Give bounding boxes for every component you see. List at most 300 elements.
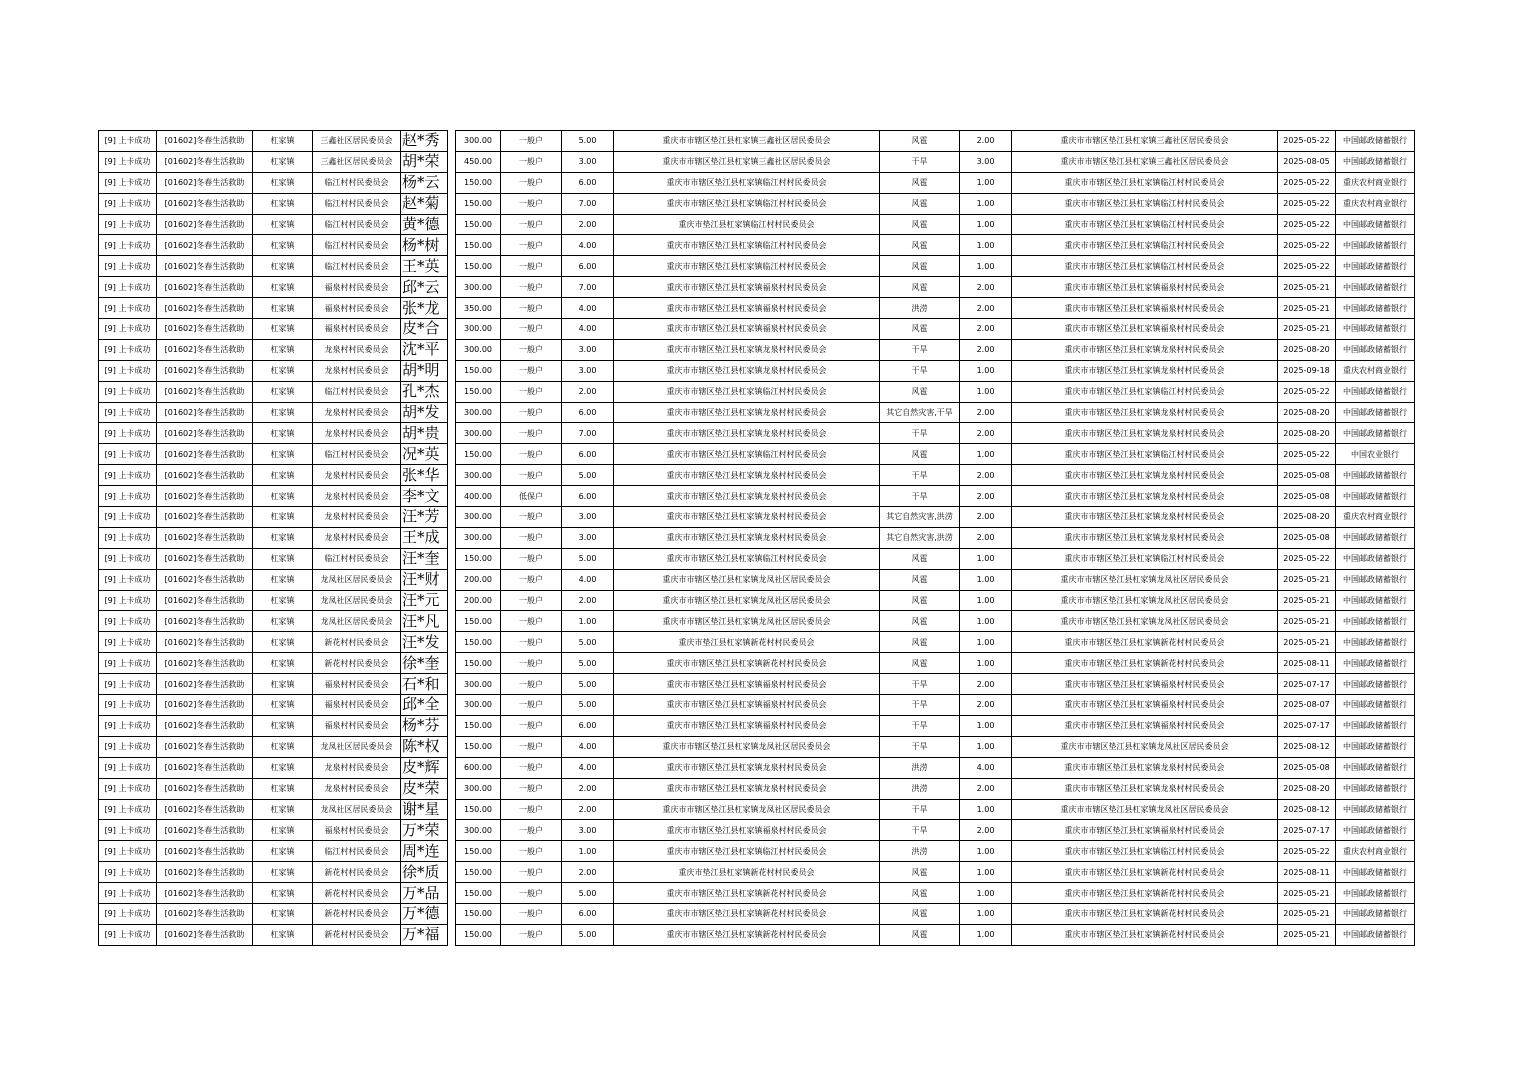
household-type-cell: 一般户 [501,924,562,945]
status-cell: [9] 上卡成功 [99,381,157,402]
status-cell: [9] 上卡成功 [99,736,157,757]
date-cell: 2025-05-22 [1278,256,1336,277]
name-cell: 胡*荣 [401,151,448,172]
amount-cell: 300.00 [456,778,501,799]
address-cell: 重庆市市辖区垫江县杠家镇新花村村民委员会 [614,903,880,924]
name-cell: 汪*奎 [401,548,448,569]
program-cell: [01602]冬春生活救助 [157,674,253,695]
committee-cell: 福泉村村民委员会 [313,319,401,340]
bank-cell: 中国邮政储蓄银行 [1336,256,1415,277]
household-type-cell: 一般户 [501,632,562,653]
registration-address-cell: 重庆市市辖区垫江县杠家镇临江村村民委员会 [1012,381,1278,402]
program-cell: [01602]冬春生活救助 [157,548,253,569]
table-row [99,841,1415,862]
household-type-cell: 一般户 [501,903,562,924]
date-cell: 2025-05-22 [1278,172,1336,193]
town-cell: 杠家镇 [253,319,313,340]
count-cell: 4.00 [562,757,614,778]
spacer-cell [448,527,456,548]
date-cell: 2025-05-22 [1278,131,1336,152]
household-type-cell: 一般户 [501,402,562,423]
town-cell: 杠家镇 [253,653,313,674]
bank-cell: 中国邮政储蓄银行 [1336,486,1415,507]
disaster-type-cell: 洪涝 [880,757,960,778]
committee-cell: 龙泉村村民委员会 [313,360,401,381]
date-cell: 2025-07-17 [1278,715,1336,736]
household-type-cell: 一般户 [501,339,562,360]
name-cell: 万*品 [401,883,448,904]
name-cell: 汪*财 [401,569,448,590]
date-cell: 2025-05-21 [1278,277,1336,298]
spacer-cell [448,903,456,924]
bank-cell: 中国邮政储蓄银行 [1336,298,1415,319]
disaster-type-cell: 风雹 [880,256,960,277]
status-cell: [9] 上卡成功 [99,883,157,904]
disaster-type-cell: 风雹 [880,569,960,590]
committee-cell: 龙泉村村民委员会 [313,486,401,507]
disaster-type-cell: 风雹 [880,590,960,611]
registration-address-cell: 重庆市市辖区垫江县杠家镇福泉村村民委员会 [1012,695,1278,716]
status-cell: [9] 上卡成功 [99,214,157,235]
committee-cell: 新花村村民委员会 [313,903,401,924]
registration-address-cell: 重庆市市辖区垫江县杠家镇龙泉村村民委员会 [1012,423,1278,444]
program-cell: [01602]冬春生活救助 [157,339,253,360]
town-cell: 杠家镇 [253,444,313,465]
committee-cell: 新花村村民委员会 [313,632,401,653]
household-type-cell: 一般户 [501,235,562,256]
name-cell: 万*荣 [401,820,448,841]
household-type-cell: 一般户 [501,131,562,152]
name-cell: 胡*贵 [401,423,448,444]
program-cell: [01602]冬春生活救助 [157,862,253,883]
bank-cell: 重庆农村商业银行 [1336,360,1415,381]
status-cell: [9] 上卡成功 [99,256,157,277]
disaster-type-cell: 其它自然灾害,干旱 [880,402,960,423]
program-cell: [01602]冬春生活救助 [157,298,253,319]
status-cell: [9] 上卡成功 [99,507,157,528]
town-cell: 杠家镇 [253,924,313,945]
amount-cell: 150.00 [456,193,501,214]
status-cell: [9] 上卡成功 [99,444,157,465]
date-cell: 2025-05-22 [1278,214,1336,235]
table-row [99,131,1415,152]
relief-records-table [98,130,1415,946]
committee-cell: 龙凤社区居民委员会 [313,799,401,820]
amount-cell: 150.00 [456,444,501,465]
months-cell: 1.00 [960,444,1012,465]
count-cell: 5.00 [562,548,614,569]
name-cell: 胡*明 [401,360,448,381]
table-row [99,172,1415,193]
address-cell: 重庆市市辖区垫江县杠家镇临江村村民委员会 [614,235,880,256]
household-type-cell: 一般户 [501,507,562,528]
name-cell: 胡*发 [401,402,448,423]
date-cell: 2025-05-08 [1278,757,1336,778]
program-cell: [01602]冬春生活救助 [157,402,253,423]
address-cell: 重庆市市辖区垫江县杠家镇龙凤社区居民委员会 [614,736,880,757]
disaster-type-cell: 风雹 [880,131,960,152]
table-row [99,799,1415,820]
disaster-type-cell: 洪涝 [880,778,960,799]
address-cell: 重庆市市辖区垫江县杠家镇龙泉村村民委员会 [614,507,880,528]
bank-cell: 中国邮政储蓄银行 [1336,381,1415,402]
date-cell: 2025-05-22 [1278,193,1336,214]
months-cell: 2.00 [960,319,1012,340]
registration-address-cell: 重庆市市辖区垫江县杠家镇龙泉村村民委员会 [1012,778,1278,799]
status-cell: [9] 上卡成功 [99,820,157,841]
household-type-cell: 一般户 [501,214,562,235]
disaster-type-cell: 干旱 [880,360,960,381]
disaster-type-cell: 其它自然灾害,洪涝 [880,507,960,528]
amount-cell: 150.00 [456,235,501,256]
name-cell: 徐*质 [401,862,448,883]
disaster-type-cell: 风雹 [880,924,960,945]
registration-address-cell: 重庆市市辖区垫江县杠家镇福泉村村民委员会 [1012,715,1278,736]
status-cell: [9] 上卡成功 [99,611,157,632]
town-cell: 杠家镇 [253,632,313,653]
status-cell: [9] 上卡成功 [99,235,157,256]
table-body [99,131,1415,946]
household-type-cell: 低保户 [501,486,562,507]
household-type-cell: 一般户 [501,548,562,569]
address-cell: 重庆市市辖区垫江县杠家镇临江村村民委员会 [614,172,880,193]
address-cell: 重庆市垫江县杠家镇新花村村民委员会 [614,632,880,653]
spacer-cell [448,820,456,841]
program-cell: [01602]冬春生活救助 [157,381,253,402]
address-cell: 重庆市市辖区垫江县杠家镇福泉村村民委员会 [614,298,880,319]
household-type-cell: 一般户 [501,799,562,820]
committee-cell: 龙泉村村民委员会 [313,339,401,360]
count-cell: 2.00 [562,778,614,799]
household-type-cell: 一般户 [501,841,562,862]
town-cell: 杠家镇 [253,298,313,319]
household-type-cell: 一般户 [501,611,562,632]
count-cell: 1.00 [562,611,614,632]
town-cell: 杠家镇 [253,695,313,716]
bank-cell: 中国邮政储蓄银行 [1336,277,1415,298]
program-cell: [01602]冬春生活救助 [157,151,253,172]
address-cell: 重庆市市辖区垫江县杠家镇龙泉村村民委员会 [614,757,880,778]
registration-address-cell: 重庆市市辖区垫江县杠家镇福泉村村民委员会 [1012,319,1278,340]
amount-cell: 300.00 [456,277,501,298]
town-cell: 杠家镇 [253,903,313,924]
registration-address-cell: 重庆市市辖区垫江县杠家镇龙凤社区居民委员会 [1012,611,1278,632]
town-cell: 杠家镇 [253,548,313,569]
spacer-cell [448,569,456,590]
months-cell: 2.00 [960,423,1012,444]
name-cell: 沈*平 [401,339,448,360]
registration-address-cell: 重庆市市辖区垫江县杠家镇临江村村民委员会 [1012,193,1278,214]
registration-address-cell: 重庆市市辖区垫江县杠家镇三鑫社区居民委员会 [1012,151,1278,172]
town-cell: 杠家镇 [253,277,313,298]
count-cell: 6.00 [562,172,614,193]
committee-cell: 新花村村民委员会 [313,924,401,945]
count-cell: 3.00 [562,507,614,528]
registration-address-cell: 重庆市市辖区垫江县杠家镇福泉村村民委员会 [1012,820,1278,841]
amount-cell: 150.00 [456,611,501,632]
address-cell: 重庆市市辖区垫江县杠家镇福泉村村民委员会 [614,277,880,298]
count-cell: 6.00 [562,444,614,465]
disaster-type-cell: 干旱 [880,486,960,507]
bank-cell: 中国邮政储蓄银行 [1336,465,1415,486]
bank-cell: 中国邮政储蓄银行 [1336,151,1415,172]
spacer-cell [448,214,456,235]
spacer-cell [448,319,456,340]
town-cell: 杠家镇 [253,569,313,590]
town-cell: 杠家镇 [253,507,313,528]
disaster-type-cell: 干旱 [880,715,960,736]
household-type-cell: 一般户 [501,277,562,298]
program-cell: [01602]冬春生活救助 [157,444,253,465]
date-cell: 2025-05-22 [1278,444,1336,465]
months-cell: 1.00 [960,193,1012,214]
months-cell: 2.00 [960,486,1012,507]
months-cell: 1.00 [960,862,1012,883]
disaster-type-cell: 风雹 [880,548,960,569]
committee-cell: 福泉村村民委员会 [313,695,401,716]
registration-address-cell: 重庆市市辖区垫江县杠家镇临江村村民委员会 [1012,172,1278,193]
count-cell: 3.00 [562,527,614,548]
months-cell: 1.00 [960,590,1012,611]
committee-cell: 龙泉村村民委员会 [313,507,401,528]
spacer-cell [448,590,456,611]
program-cell: [01602]冬春生活救助 [157,277,253,298]
disaster-type-cell: 风雹 [880,235,960,256]
town-cell: 杠家镇 [253,862,313,883]
registration-address-cell: 重庆市市辖区垫江县杠家镇临江村村民委员会 [1012,841,1278,862]
status-cell: [9] 上卡成功 [99,151,157,172]
household-type-cell: 一般户 [501,569,562,590]
count-cell: 4.00 [562,298,614,319]
status-cell: [9] 上卡成功 [99,715,157,736]
spacer-cell [448,757,456,778]
months-cell: 2.00 [960,527,1012,548]
committee-cell: 福泉村村民委员会 [313,715,401,736]
months-cell: 2.00 [960,465,1012,486]
town-cell: 杠家镇 [253,381,313,402]
bank-cell: 中国邮政储蓄银行 [1336,820,1415,841]
months-cell: 2.00 [960,277,1012,298]
address-cell: 重庆市市辖区垫江县杠家镇龙凤社区居民委员会 [614,611,880,632]
household-type-cell: 一般户 [501,360,562,381]
registration-address-cell: 重庆市市辖区垫江县杠家镇三鑫社区居民委员会 [1012,131,1278,152]
disaster-type-cell: 风雹 [880,611,960,632]
household-type-cell: 一般户 [501,862,562,883]
amount-cell: 150.00 [456,924,501,945]
count-cell: 7.00 [562,193,614,214]
spacer-cell [448,486,456,507]
spacer-cell [448,674,456,695]
committee-cell: 福泉村村民委员会 [313,298,401,319]
town-cell: 杠家镇 [253,820,313,841]
months-cell: 1.00 [960,903,1012,924]
program-cell: [01602]冬春生活救助 [157,256,253,277]
date-cell: 2025-08-20 [1278,423,1336,444]
bank-cell: 中国邮政储蓄银行 [1336,778,1415,799]
table-row [99,862,1415,883]
spacer-cell [448,653,456,674]
address-cell: 重庆市市辖区垫江县杠家镇龙泉村村民委员会 [614,778,880,799]
committee-cell: 临江村村民委员会 [313,172,401,193]
disaster-type-cell: 干旱 [880,799,960,820]
months-cell: 2.00 [960,674,1012,695]
name-cell: 况*英 [401,444,448,465]
amount-cell: 300.00 [456,820,501,841]
name-cell: 黄*德 [401,214,448,235]
amount-cell: 150.00 [456,381,501,402]
date-cell: 2025-07-17 [1278,674,1336,695]
address-cell: 重庆市市辖区垫江县杠家镇龙泉村村民委员会 [614,402,880,423]
town-cell: 杠家镇 [253,674,313,695]
amount-cell: 300.00 [456,423,501,444]
program-cell: [01602]冬春生活救助 [157,611,253,632]
committee-cell: 临江村村民委员会 [313,548,401,569]
table-row [99,778,1415,799]
committee-cell: 临江村村民委员会 [313,381,401,402]
table-row [99,569,1415,590]
name-cell: 皮*合 [401,319,448,340]
program-cell: [01602]冬春生活救助 [157,632,253,653]
program-cell: [01602]冬春生活救助 [157,799,253,820]
spacer-cell [448,193,456,214]
spacer-cell [448,339,456,360]
spacer-cell [448,841,456,862]
bank-cell: 中国邮政储蓄银行 [1336,339,1415,360]
program-cell: [01602]冬春生活救助 [157,214,253,235]
date-cell: 2025-08-11 [1278,653,1336,674]
program-cell: [01602]冬春生活救助 [157,653,253,674]
registration-address-cell: 重庆市市辖区垫江县杠家镇龙凤社区居民委员会 [1012,590,1278,611]
bank-cell: 中国邮政储蓄银行 [1336,611,1415,632]
address-cell: 重庆市市辖区垫江县杠家镇临江村村民委员会 [614,841,880,862]
program-cell: [01602]冬春生活救助 [157,423,253,444]
name-cell: 邱*云 [401,277,448,298]
status-cell: [9] 上卡成功 [99,548,157,569]
date-cell: 2025-05-22 [1278,841,1336,862]
name-cell: 周*连 [401,841,448,862]
amount-cell: 150.00 [456,862,501,883]
committee-cell: 龙凤社区居民委员会 [313,569,401,590]
bank-cell: 中国邮政储蓄银行 [1336,715,1415,736]
address-cell: 重庆市市辖区垫江县杠家镇龙泉村村民委员会 [614,527,880,548]
bank-cell: 中国邮政储蓄银行 [1336,548,1415,569]
household-type-cell: 一般户 [501,757,562,778]
name-cell: 张*龙 [401,298,448,319]
household-type-cell: 一般户 [501,193,562,214]
spacer-cell [448,507,456,528]
count-cell: 6.00 [562,715,614,736]
amount-cell: 150.00 [456,256,501,277]
name-cell: 谢*星 [401,799,448,820]
table-row [99,444,1415,465]
date-cell: 2025-05-21 [1278,632,1336,653]
table-row [99,590,1415,611]
status-cell: [9] 上卡成功 [99,924,157,945]
disaster-type-cell: 干旱 [880,695,960,716]
name-cell: 王*英 [401,256,448,277]
program-cell: [01602]冬春生活救助 [157,172,253,193]
address-cell: 重庆市市辖区垫江县杠家镇新花村村民委员会 [614,653,880,674]
committee-cell: 三鑫社区居民委员会 [313,151,401,172]
disaster-type-cell: 风雹 [880,214,960,235]
name-cell: 石*和 [401,674,448,695]
committee-cell: 三鑫社区居民委员会 [313,131,401,152]
household-type-cell: 一般户 [501,695,562,716]
months-cell: 1.00 [960,883,1012,904]
count-cell: 3.00 [562,360,614,381]
registration-address-cell: 重庆市市辖区垫江县杠家镇福泉村村民委员会 [1012,277,1278,298]
amount-cell: 300.00 [456,402,501,423]
program-cell: [01602]冬春生活救助 [157,820,253,841]
spacer-cell [448,277,456,298]
spacer-cell [448,611,456,632]
town-cell: 杠家镇 [253,465,313,486]
address-cell: 重庆市垫江县杠家镇新花村村民委员会 [614,862,880,883]
household-type-cell: 一般户 [501,653,562,674]
amount-cell: 150.00 [456,214,501,235]
table-row [99,319,1415,340]
committee-cell: 临江村村民委员会 [313,444,401,465]
committee-cell: 龙泉村村民委员会 [313,402,401,423]
committee-cell: 福泉村村民委员会 [313,277,401,298]
disaster-type-cell: 风雹 [880,193,960,214]
disaster-type-cell: 风雹 [880,319,960,340]
count-cell: 1.00 [562,841,614,862]
name-cell: 孔*杰 [401,381,448,402]
spacer-cell [448,715,456,736]
amount-cell: 150.00 [456,799,501,820]
status-cell: [9] 上卡成功 [99,841,157,862]
program-cell: [01602]冬春生活救助 [157,319,253,340]
table-row [99,695,1415,716]
bank-cell: 重庆农村商业银行 [1336,193,1415,214]
date-cell: 2025-08-12 [1278,799,1336,820]
household-type-cell: 一般户 [501,381,562,402]
spacer-cell [448,235,456,256]
bank-cell: 中国农业银行 [1336,444,1415,465]
address-cell: 重庆市市辖区垫江县杠家镇临江村村民委员会 [614,256,880,277]
table-row [99,903,1415,924]
committee-cell: 龙泉村村民委员会 [313,423,401,444]
address-cell: 重庆市市辖区垫江县杠家镇龙泉村村民委员会 [614,486,880,507]
registration-address-cell: 重庆市市辖区垫江县杠家镇新花村村民委员会 [1012,632,1278,653]
count-cell: 5.00 [562,131,614,152]
committee-cell: 新花村村民委员会 [313,653,401,674]
bank-cell: 中国邮政储蓄银行 [1336,799,1415,820]
count-cell: 7.00 [562,277,614,298]
months-cell: 2.00 [960,820,1012,841]
status-cell: [9] 上卡成功 [99,799,157,820]
date-cell: 2025-08-11 [1278,862,1336,883]
town-cell: 杠家镇 [253,172,313,193]
amount-cell: 150.00 [456,653,501,674]
committee-cell: 临江村村民委员会 [313,841,401,862]
amount-cell: 200.00 [456,569,501,590]
disaster-type-cell: 干旱 [880,423,960,444]
address-cell: 重庆市市辖区垫江县杠家镇龙泉村村民委员会 [614,465,880,486]
spacer-cell [448,172,456,193]
registration-address-cell: 重庆市市辖区垫江县杠家镇龙泉村村民委员会 [1012,507,1278,528]
registration-address-cell: 重庆市市辖区垫江县杠家镇龙泉村村民委员会 [1012,486,1278,507]
count-cell: 3.00 [562,820,614,841]
registration-address-cell: 重庆市市辖区垫江县杠家镇龙凤社区居民委员会 [1012,799,1278,820]
disaster-type-cell: 干旱 [880,674,960,695]
bank-cell: 中国邮政储蓄银行 [1336,214,1415,235]
program-cell: [01602]冬春生活救助 [157,695,253,716]
status-cell: [9] 上卡成功 [99,298,157,319]
address-cell: 重庆市市辖区垫江县杠家镇三鑫社区居民委员会 [614,131,880,152]
disaster-type-cell: 干旱 [880,736,960,757]
